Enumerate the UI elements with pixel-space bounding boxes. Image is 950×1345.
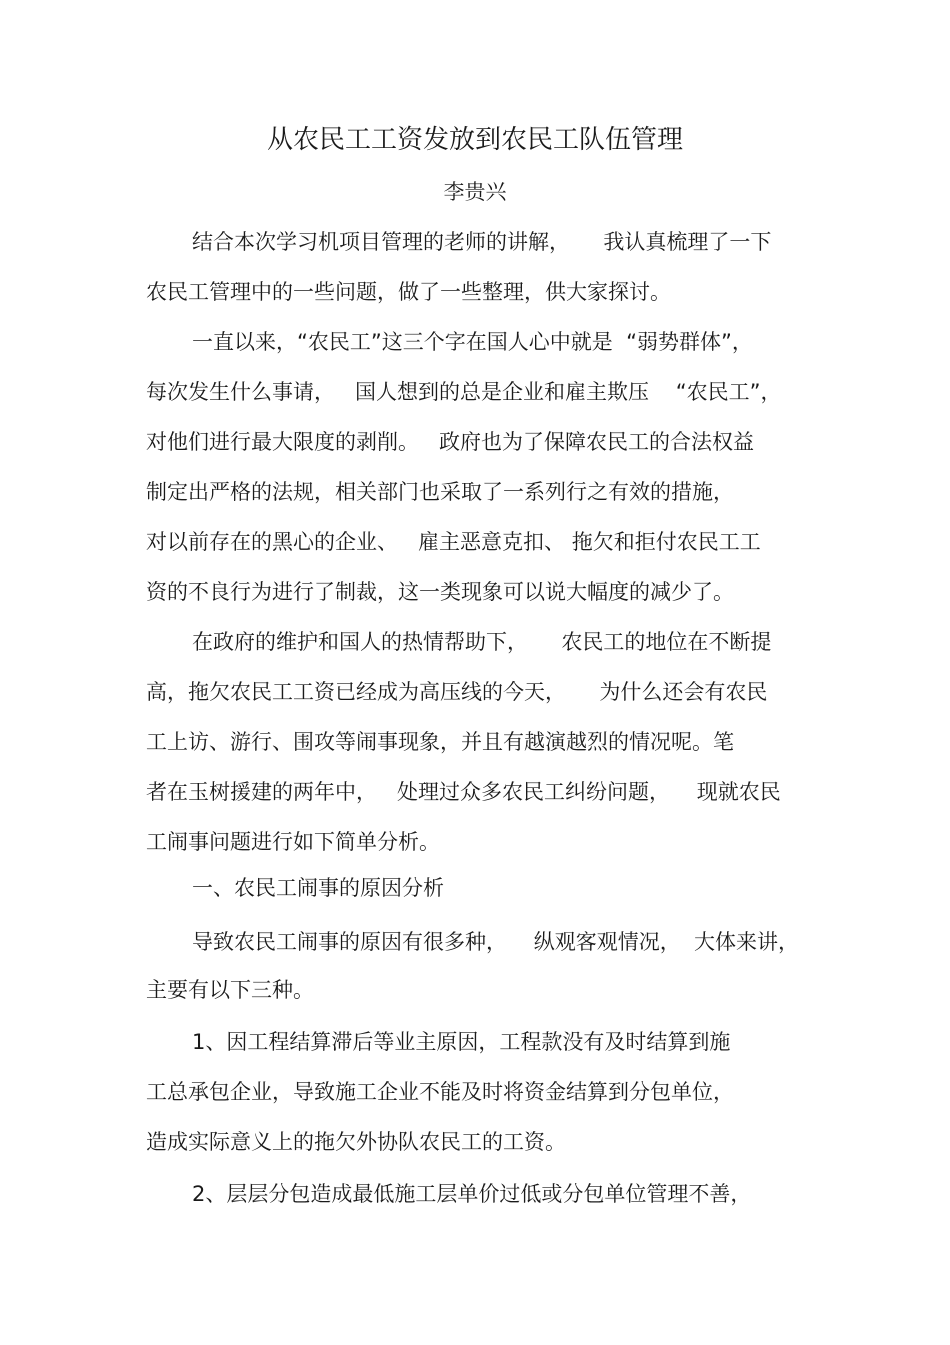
paragraph-line: 对他们进行最大限度的剥削。 政府也为了保障农民工的合法权益 xyxy=(146,430,755,454)
paragraph-line: 造成实际意义上的拖欠外协队农民工的工资。 xyxy=(146,1130,566,1154)
document-title: 从农民工工资发放到农民工队伍管理 xyxy=(266,125,683,155)
paragraph-line: 2、层层分包造成最低施工层单价过低或分包单位管理不善， xyxy=(192,1182,752,1206)
paragraph-line: 工闹事问题进行如下简单分析。 xyxy=(146,830,440,854)
paragraph-line: 农民工管理中的一些问题，做了一些整理，供大家探讨。 xyxy=(146,280,671,304)
paragraph-line: 导致农民工闹事的原因有很多种， 纵观客观情况， 大体来讲， xyxy=(192,930,800,954)
paragraph-line: 1、因工程结算滞后等业主原因，工程款没有及时结算到施 xyxy=(192,1030,731,1054)
paragraph-line: 高，拖欠农民工工资已经成为高压线的今天， 为什么还会有农民 xyxy=(146,680,768,704)
paragraph-line: 对以前存在的黑心的企业、 雇主恶意克扣、 拖欠和拒付农民工工 xyxy=(146,530,761,554)
paragraph-line: 资的不良行为进行了制裁，这一类现象可以说大幅度的减少了。 xyxy=(146,580,734,604)
paragraph-line: 结合本次学习机项目管理的老师的讲解， 我认真梳理了一下 xyxy=(192,230,772,254)
section-heading: 一、农民工闹事的原因分析 xyxy=(192,876,444,900)
paragraph-line: 在政府的维护和国人的热情帮助下， 农民工的地位在不断提 xyxy=(192,630,772,654)
paragraph-line: 一直以来，“农民工”这三个字在国人心中就是 “弱势群体”， xyxy=(192,330,753,354)
paragraph-line: 主要有以下三种。 xyxy=(146,978,314,1002)
paragraph-line: 工上访、游行、围攻等闹事现象，并且有越演越烈的情况呢。笔 xyxy=(146,730,734,754)
document-author: 李贵兴 xyxy=(443,180,507,204)
paragraph-line: 工总承包企业，导致施工企业不能及时将资金结算到分包单位， xyxy=(146,1080,734,1104)
paragraph-line: 每次发生什么事请， 国人想到的总是企业和雇主欺压 “农民工”， xyxy=(146,380,782,404)
paragraph-line: 制定出严格的法规，相关部门也采取了一系列行之有效的措施， xyxy=(146,480,734,504)
paragraph-line: 者在玉树援建的两年中， 处理过众多农民工纠纷问题， 现就农民 xyxy=(146,780,781,804)
